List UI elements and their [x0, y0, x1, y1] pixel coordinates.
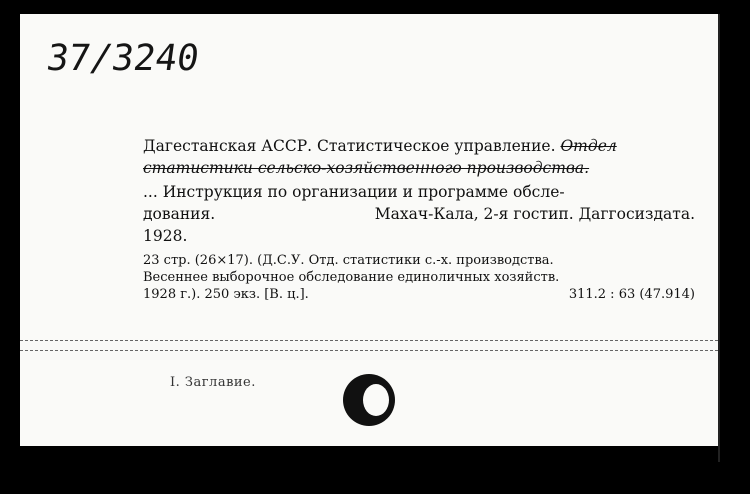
- desc-line-3-left: 1928 г.). 250 экз. [В. ц.].: [143, 287, 309, 302]
- bottom-border: [20, 446, 718, 462]
- title-line-2-left: дования.: [143, 205, 216, 223]
- classification-code: 311.2 : 63 (47.914): [568, 287, 695, 302]
- catalog-card: [20, 14, 720, 462]
- title-line-2: [143, 203, 695, 225]
- title-line-2-right: Махач-Кала, 2-я гостип. Даггосиздата.: [374, 205, 695, 223]
- heading: [143, 135, 695, 179]
- desc-line-3: [143, 286, 695, 303]
- title-block: [143, 181, 695, 247]
- description-block: [143, 252, 695, 303]
- heading-main: Дагестанская АССР. Статистическое управление.: [143, 137, 556, 155]
- dashed-divider-1: [20, 340, 718, 341]
- heading-struck: Отдел статистики сельско-хозяйственного производства.: [143, 137, 617, 177]
- footer-label: I. Заглавие.: [170, 375, 256, 390]
- title-line-3: 1928.: [143, 227, 188, 245]
- desc-line-2: Весеннее выборочное обследование единоличных хозяйств.: [143, 270, 560, 285]
- dashed-divider-2: [20, 350, 718, 351]
- call-number: 37/3240: [44, 38, 202, 79]
- desc-line-1: 23 стр. (26×17). (Д.С.У. Отд. статистики с.-х. производства.: [143, 253, 554, 268]
- title-line-1: ... Инструкция по организации и программе обсле-: [143, 183, 565, 201]
- punch-hole-icon: [343, 374, 395, 426]
